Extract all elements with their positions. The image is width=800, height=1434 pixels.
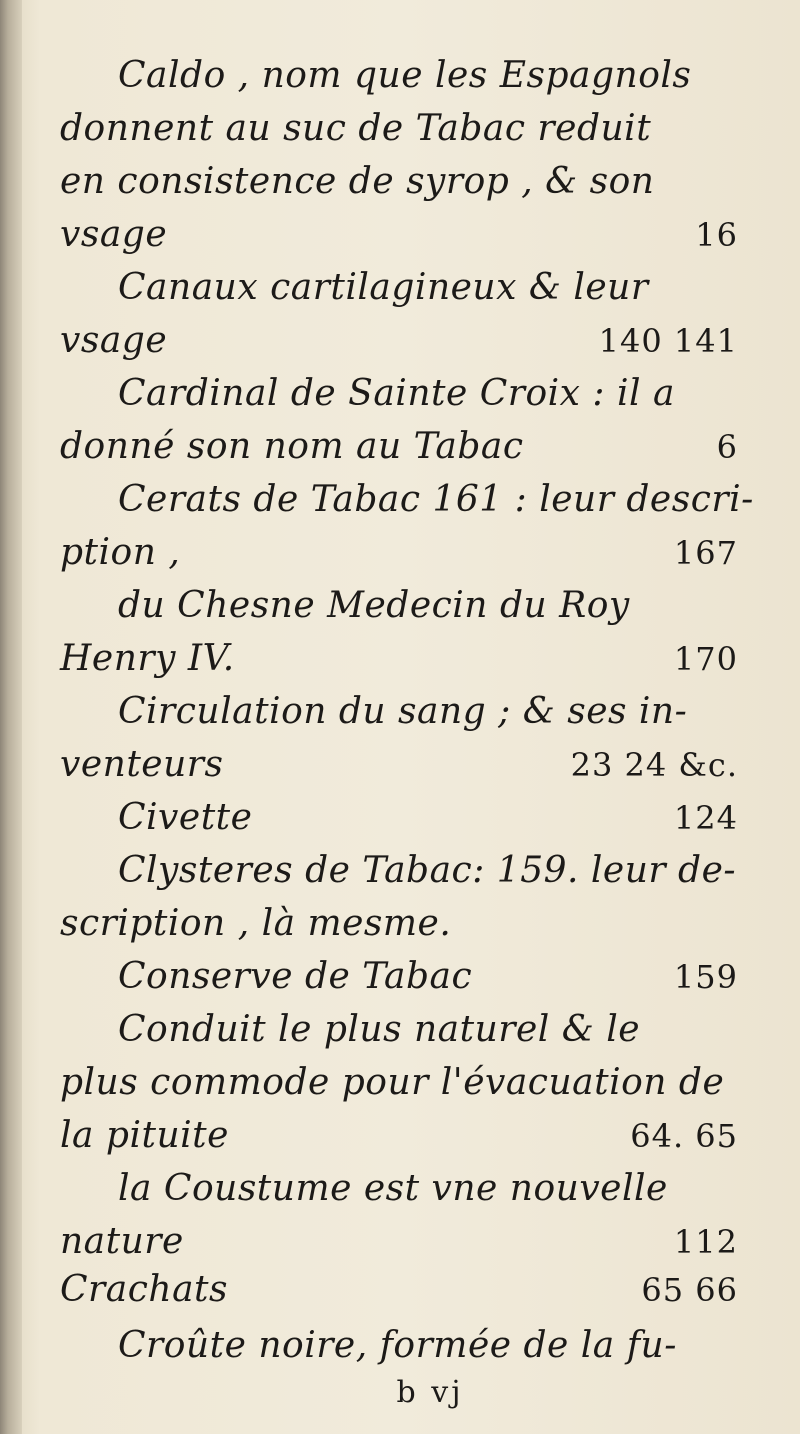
index-line bbox=[0, 525, 800, 581]
line-text: Canaux cartilagineux & leur bbox=[118, 267, 649, 308]
page-ref: 6 bbox=[716, 428, 738, 466]
index-line bbox=[0, 684, 800, 740]
index-line bbox=[0, 313, 800, 369]
line-text: du Chesne Medecin du Roy bbox=[118, 585, 630, 626]
page-ref: 23 24 &c. bbox=[570, 746, 738, 784]
index-line bbox=[0, 419, 800, 475]
index-line bbox=[0, 207, 800, 263]
page-ref: 159 bbox=[673, 958, 738, 996]
page-ref: 140 141 bbox=[598, 322, 738, 360]
page-ref: 124 bbox=[673, 799, 738, 837]
index-line bbox=[0, 1318, 800, 1374]
line-text: ption , bbox=[60, 532, 181, 573]
page-ref: 16 bbox=[695, 216, 738, 254]
index-line bbox=[0, 101, 800, 157]
page-ref: 65 66 bbox=[641, 1271, 738, 1309]
line-text: donné son nom au Tabac bbox=[60, 426, 524, 467]
line-text: vsage bbox=[60, 320, 168, 361]
line-text: la Coustume est vne nouvelle bbox=[118, 1168, 668, 1209]
index-line bbox=[0, 1108, 800, 1164]
line-text: Crachats bbox=[60, 1269, 228, 1310]
line-text: Conduit le plus naturel & le bbox=[118, 1009, 641, 1050]
line-text: Caldo , nom que les Espagnols bbox=[118, 55, 692, 96]
index-line bbox=[0, 48, 800, 104]
page-ref: 112 bbox=[673, 1223, 738, 1261]
index-line bbox=[0, 949, 800, 1005]
line-text: Civette bbox=[118, 797, 253, 838]
index-line bbox=[0, 578, 800, 634]
line-text: Cerats de Tabac 161 : leur descri- bbox=[118, 479, 754, 520]
index-line bbox=[0, 843, 800, 899]
index-line bbox=[0, 1161, 800, 1217]
index-line bbox=[0, 1262, 800, 1318]
index-line bbox=[0, 896, 800, 952]
index-line bbox=[0, 790, 800, 846]
index-line bbox=[0, 737, 800, 793]
line-text: en consistence de syrop , & son bbox=[60, 161, 655, 202]
index-line bbox=[0, 1002, 800, 1058]
page-ref: 170 bbox=[673, 640, 738, 678]
line-text: Clysteres de Tabac: 159. leur de- bbox=[118, 850, 737, 891]
index-line bbox=[0, 154, 800, 210]
line-text: la pituite bbox=[60, 1115, 229, 1156]
index-line bbox=[0, 631, 800, 687]
index-line bbox=[0, 366, 800, 422]
line-text: Conserve de Tabac bbox=[118, 956, 473, 997]
line-text: Croûte noire, formée de la fu- bbox=[118, 1325, 677, 1366]
signature-mark: b vj bbox=[396, 1375, 464, 1410]
line-text: Henry IV. bbox=[60, 638, 235, 679]
line-text: donnent au suc de Tabac reduit bbox=[60, 108, 652, 149]
line-text: scription , là mesme. bbox=[60, 903, 452, 944]
page-ref: 167 bbox=[673, 534, 738, 572]
line-text: nature bbox=[60, 1221, 184, 1262]
index-line bbox=[0, 260, 800, 316]
line-text: venteurs bbox=[60, 744, 224, 785]
page-ref: 64. 65 bbox=[630, 1117, 738, 1155]
line-text: Cardinal de Sainte Croix : il a bbox=[118, 373, 675, 414]
index-line bbox=[0, 1055, 800, 1111]
line-text: vsage bbox=[60, 214, 168, 255]
line-text: plus commode pour l'évacuation de bbox=[60, 1062, 725, 1103]
index-line bbox=[0, 472, 800, 528]
line-text: Circulation du sang ; & ses in- bbox=[118, 691, 688, 732]
